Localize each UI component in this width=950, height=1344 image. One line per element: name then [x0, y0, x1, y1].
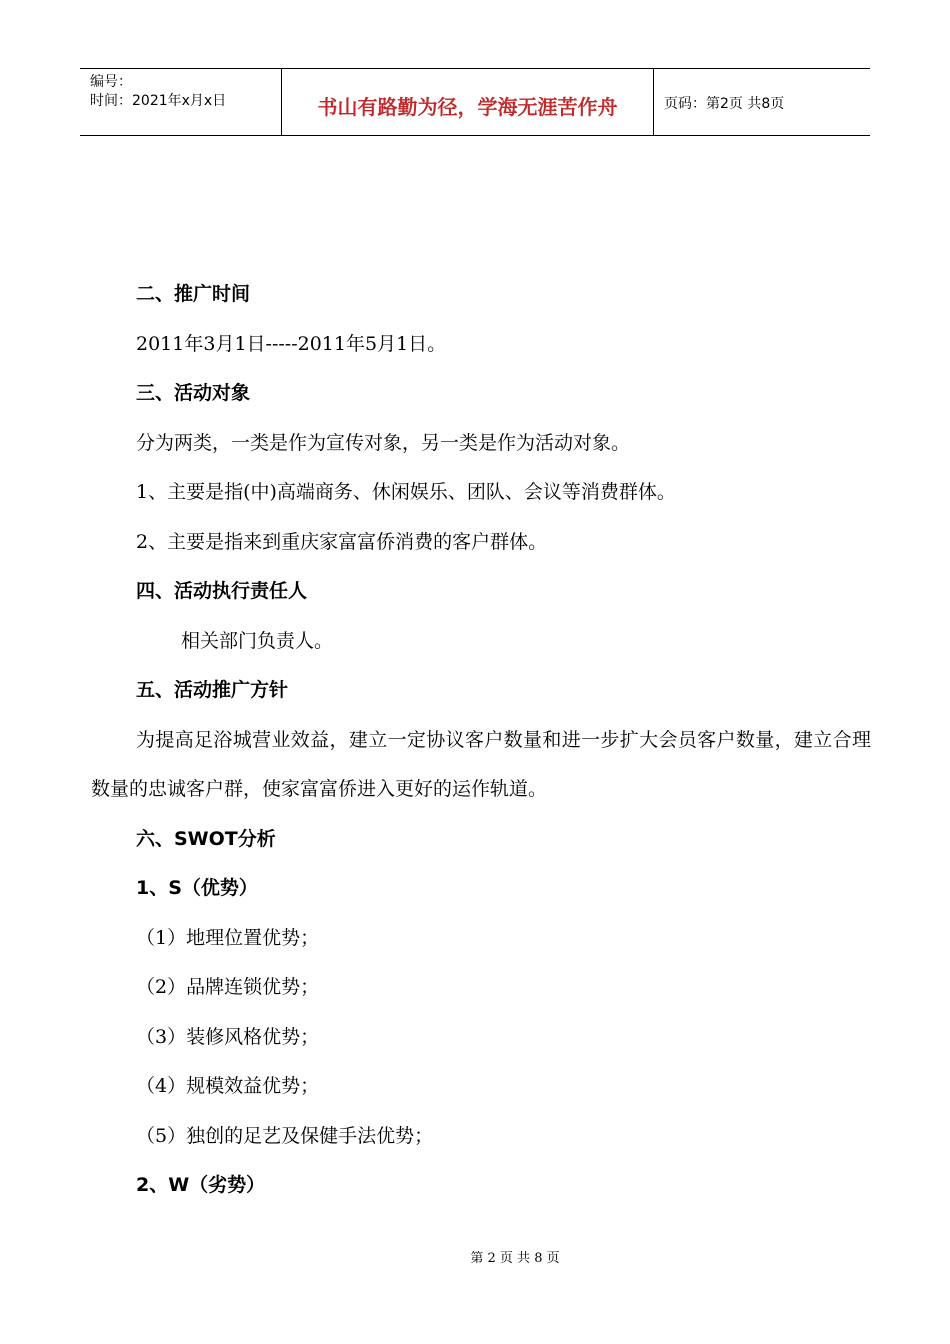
- section-heading-target-audience: 三、活动对象: [136, 382, 251, 404]
- section-heading-swot: 六、SWOT分析: [136, 827, 276, 850]
- strength-item: （4）规模效益优势；: [136, 1075, 320, 1097]
- strength-item: （1）地理位置优势；: [136, 926, 320, 949]
- section-heading-responsible-person: 四、活动执行责任人: [136, 580, 308, 602]
- promotion-time-text: 2011年3月1日-----2011年5月1日。: [136, 332, 447, 355]
- strength-item: （2）品牌连锁优势；: [136, 976, 320, 998]
- swot-strengths-heading: 1、S（优势）: [136, 877, 258, 899]
- target-audience-text: 分为两类，一类是作为宣传对象，另一类是作为活动对象。: [136, 431, 631, 454]
- strength-item: （3）装修风格优势；: [136, 1025, 320, 1048]
- section-heading-promotion-time: 二、推广时间: [136, 283, 251, 305]
- document-date-label: 时间：2021年x月x日: [90, 93, 227, 109]
- promotion-policy-paragraph: 为提高足浴城营业效益，建立一定协议客户数量和进一步扩大会员客户数量，建立合理数量的忠诚客户群，使家富富侨进入更好的运作轨道。: [91, 728, 871, 800]
- swot-weaknesses-heading: 2、W（劣势）: [136, 1174, 266, 1196]
- header-motto: 书山有路勤为径，学海无涯苦作舟: [282, 69, 654, 135]
- responsible-person-text: 相关部门负责人。: [181, 629, 334, 652]
- strength-item: （5）独创的足艺及保健手法优势；: [136, 1124, 434, 1147]
- document-body: [91, 270, 871, 1211]
- header-meta-cell: [80, 69, 282, 135]
- target-audience-item-2: 2、主要是指来到重庆家富富侨消费的客户群体。: [136, 530, 548, 553]
- document-number-label: 编号：: [90, 74, 132, 90]
- document-header: [80, 68, 870, 136]
- target-audience-item-1: 1、主要是指(中)高端商务、休闲娱乐、团队、会议等消费群体。: [136, 481, 676, 503]
- page-footer: 第 2 页 共 8 页: [470, 1251, 560, 1266]
- header-page-number: 页码：第2页 共8页: [664, 96, 785, 112]
- section-heading-promotion-policy: 五、活动推广方针: [136, 679, 289, 701]
